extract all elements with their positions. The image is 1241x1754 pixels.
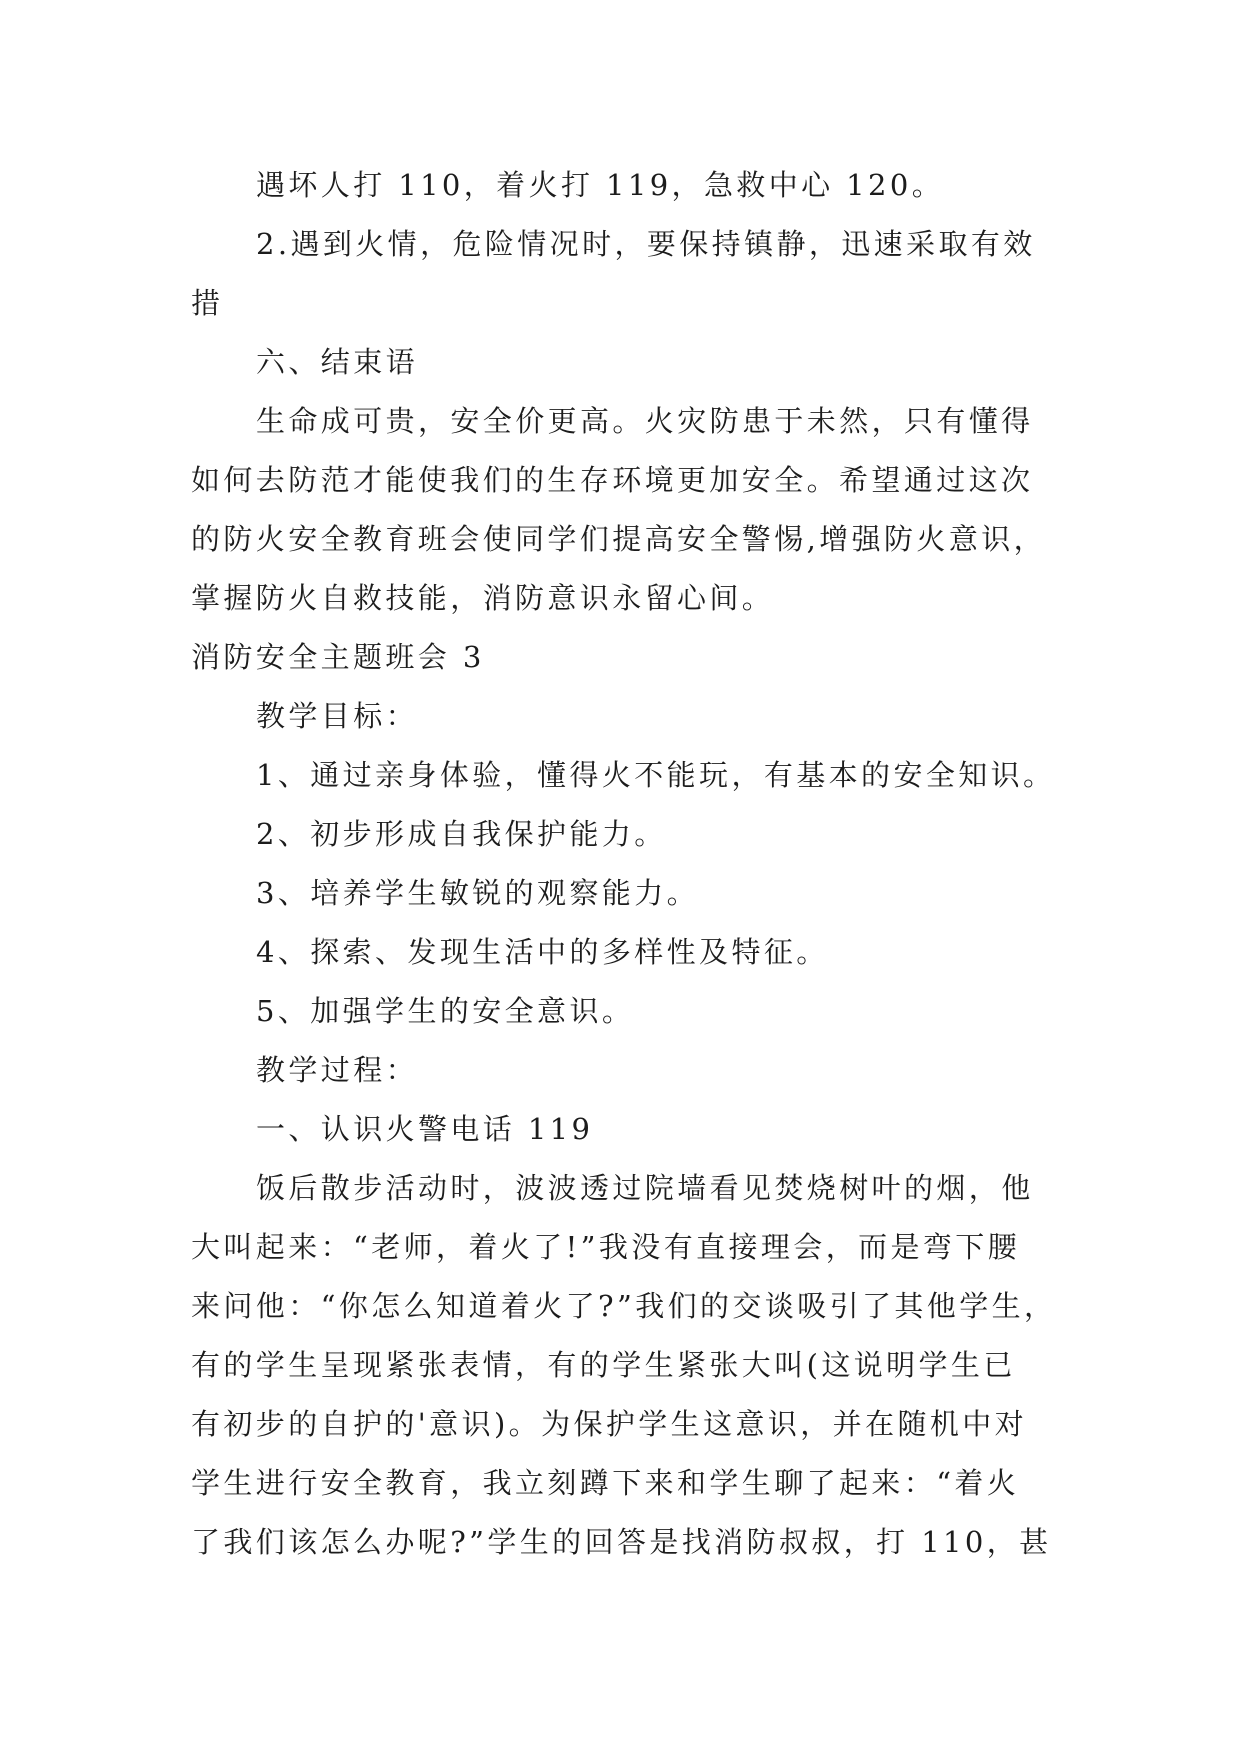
- list-item: 5、加强学生的安全意识。: [256, 994, 635, 1028]
- text-line: 如何去防范才能使我们的生存环境更加安全。希望通过这次: [191, 463, 1034, 497]
- document-title: 消防安全主题班会 3: [191, 640, 485, 674]
- text-line: 大叫起来：“老师，着火了!”我没有直接理会，而是弯下腰: [191, 1230, 1021, 1264]
- text-line: 学生进行安全教育，我立刻蹲下来和学生聊了起来：“着火: [191, 1466, 1020, 1500]
- text-line: 掌握防火自救技能，消防意识永留心间。: [191, 581, 775, 615]
- text-line: 来问他：“你怎么知道着火了?”我们的交谈吸引了其他学生，: [191, 1289, 1057, 1323]
- text-line: 2.遇到火情，危险情况时，要保持镇静，迅速采取有效: [256, 227, 1036, 261]
- text-line: 有的学生呈现紧张表情，有的学生紧张大叫(这说明学生已: [191, 1348, 1016, 1382]
- text-line: 的防火安全教育班会使同学们提高安全警惕,增强防火意识，: [191, 522, 1047, 556]
- list-item: 1、通过亲身体验，懂得火不能玩，有基本的安全知识。: [256, 758, 1056, 792]
- text-line: 了我们该怎么办呢?”学生的回答是找消防叔叔，打 110，甚: [191, 1525, 1052, 1559]
- section-heading: 一、认识火警电话 119: [256, 1112, 594, 1146]
- list-item: 3、培养学生敏锐的观察能力。: [256, 876, 700, 910]
- section-heading: 教学目标：: [256, 699, 419, 733]
- text-line: 生命成可贵，安全价更高。火灾防患于未然，只有懂得: [256, 404, 1034, 438]
- section-heading: 教学过程：: [256, 1053, 419, 1087]
- text-line: 饭后散步活动时，波波透过院墙看见焚烧树叶的烟，他: [256, 1171, 1034, 1205]
- text-line: 遇坏人打 110，着火打 119，急救中心 120。: [256, 168, 945, 202]
- text-line: 有初步的自护的'意识)。为保护学生这意识，并在随机中对: [191, 1407, 1028, 1441]
- list-item: 4、探索、发现生活中的多样性及特征。: [256, 935, 829, 969]
- list-item: 2、初步形成自我保护能力。: [256, 817, 667, 851]
- text-line: 措: [191, 286, 224, 320]
- section-heading: 六、结束语: [256, 345, 419, 379]
